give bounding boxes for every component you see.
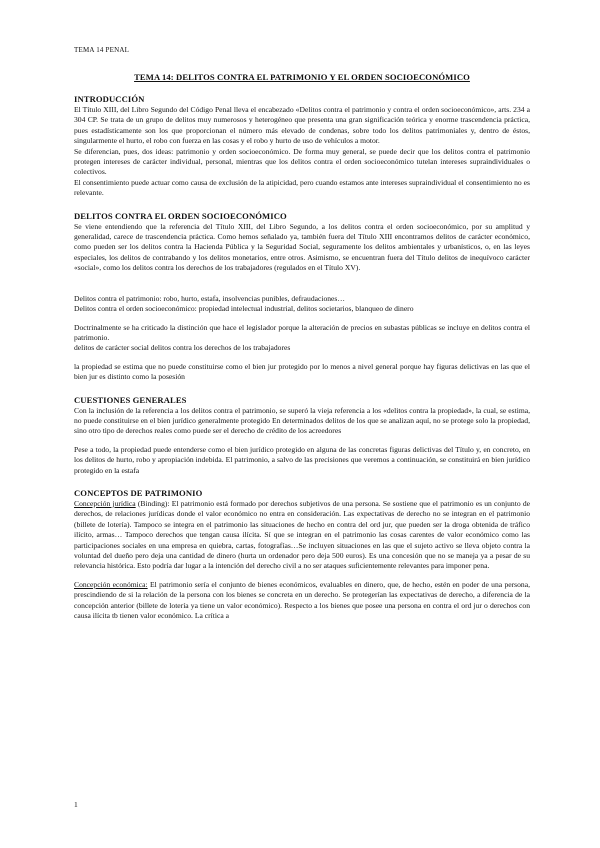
section-heading-delitos-orden: DELITOS CONTRA EL ORDEN SOCIOECONÓMICO	[74, 210, 287, 221]
note-line: Delitos contra el patrimonio: robo, hurto, estafa, insolvencias punibles, defraudaciones…	[74, 293, 345, 303]
paragraph: El Título XIII, del Libro Segundo del Código Penal lleva el encabezado «Delitos contra el patrimonio y contra el orden socioeconómico», arts. 234 a 304 CP. Se trata de un grupo de delitos muy numerosos y heterogéneo que presenta una gran significación teórica y enorme trascendencia práctica, pues estadísticamente son los que proporcionan el número más elevado de condenas, sobre todo los delitos patrimoniales y, dentro de éstos, singularmente el hurto, el robo con fuerza en las cosas y el robo y hurto de uso de vehículos a motor.	[74, 105, 530, 146]
concepcion-juridica-label: Concepción jurídica	[74, 498, 136, 508]
paragraph: El consentimiento puede actuar como causa de exclusión de la atipicidad, pero cuando estamos ante intereses supraindividual el consentimiento no es relevante.	[74, 177, 530, 198]
paragraph-concepcion-juridica	[74, 499, 530, 572]
paragraph: Pese a todo, la propiedad puede entenderse como el bien jurídico protegido en alguna de las concretas figuras delictivas del Título y, en concreto, en los delitos de hurto, robo y apropiación indebida. El patrimonio, a salvo de las precisiones que veremos a continuación, se constituirá en bien jurídico protegido en la estafa	[74, 444, 530, 475]
concepcion-juridica-text: (Binding): El patrimonio está formado por derechos subjetivos de una persona. Se sostiene que el patrimonio es un conjunto de derechos, de relaciones jurídicas donde el valor económico no entra en consideración. Las expectativas de derecho no se integran en el patrimonio (billete de lotería). Tampoco se integra en el patrimonio las situaciones de hecho en contra del ord jur, que pueden ser la droga obtenida de tráfico ilícito, armas… Tampoco derechos que tengan causa ilícita. Sí que se integran en el patrimonio las cosas carentes de valor económico como las participaciones sociales en una empresa en quiebra, cartas, fotografías…Se incluyen situaciones en las que el sujeto activo se lleva objeto contra la voluntad del dueño pero deja una cantidad de dinero (hurta un ordenador pero deja 500 euros). Es una concesión que no se maneja ya a pesar de su relevancia histórica. Esto podría dar lugar a la intención del derecho civil a no ser ataques suficientemente relevantes para imponer pena.	[74, 498, 530, 571]
page-number: 1	[74, 800, 78, 809]
paragraph: Se viene entendiendo que la referencia del Título XIII, del Libro Segundo, a los delitos contra el orden socioeconómico, por su amplitud y generalidad, carece de trascendencia práctica. Como hemos señalado ya, también fuera del Título XIII encontramos delitos de carácter económico, como pueden ser los delitos contra la Hacienda Pública y la Seguridad Social, seguramente los delitos ambientales y urbanísticos, o, en las leyes especiales, los delitos de contrabando y los delitos monetarios, entre otros. Asimismo, se encuentran fuera del Título delitos de inequívoco carácter «social», como los delitos contra los derechos de los trabajadores (regulados en el Título XV).	[74, 221, 530, 273]
document-title: TEMA 14: DELITOS CONTRA EL PATRIMONIO Y EL ORDEN SOCIOECONÓMICO	[134, 72, 470, 82]
note-line: la propiedad se estima que no puede constituirse como el bien jur protegido por lo menos a nivel general porque hay figuras delictivas en las que el bien jur es distinto como la posesión	[74, 361, 530, 382]
paragraph-concepcion-economica	[74, 580, 530, 622]
running-header: TEMA 14 PENAL	[74, 46, 130, 54]
section-heading-conceptos: CONCEPTOS DE PATRIMONIO	[74, 487, 203, 498]
note-line: Doctrinalmente se ha criticado la distinción que hace el legislador porque la alteración de precios en subastas públicas se incluye en delitos contra el patrimonio.	[74, 322, 530, 342]
concepcion-economica-text: El patrimonio sería el conjunto de bienes económicos, evaluables en dinero, que, de hecho, estén en poder de una persona, prescindiendo de si la relación de la persona con los bienes se concreta en un derecho. Se protegerían las expectativas de derecho, a diferencia de la concepción anterior (billete de lotería ya tiene un valor económico). Respecto a los bienes que posee una persona en contra el ord jur o derechos con causa ilícita tb tienen valor económico. La crítica a	[74, 579, 530, 621]
concepcion-economica-label: Concepción económica:	[74, 579, 148, 589]
note-line: delitos de carácter social delitos contra los derechos de los trabajadores	[74, 343, 291, 353]
paragraph: Con la inclusión de la referencia a los delitos contra el patrimonio, se superó la vieja referencia a los «delitos contra la propiedad», la cual, se estima, no puede constituirse en el bien jurídico generalmente protegido En determinados delitos de los que se analizan aquí, no se protege solo la propiedad, sino otro tipo de derechos reales como puede ser el derecho de crédito de los acreedores	[74, 405, 530, 436]
section-heading-introduccion: INTRODUCCIÓN	[74, 94, 145, 104]
paragraph: Se diferencian, pues, dos ideas: patrimonio y orden socioeconómico. De forma muy general, se puede decir que los delitos contra el patrimonio protegen intereses de carácter individual, personal, mientras que los delitos contra el orden socioeconómico tutelan intereses supraindividuales o colectivos.	[74, 146, 530, 177]
section-heading-cuestiones: CUESTIONES GENERALES	[74, 394, 187, 405]
page-content	[74, 72, 530, 621]
note-line: Delitos contra el orden socioeconómico: propiedad intelectual industrial, delitos societarios, blanqueo de dinero	[74, 304, 414, 314]
